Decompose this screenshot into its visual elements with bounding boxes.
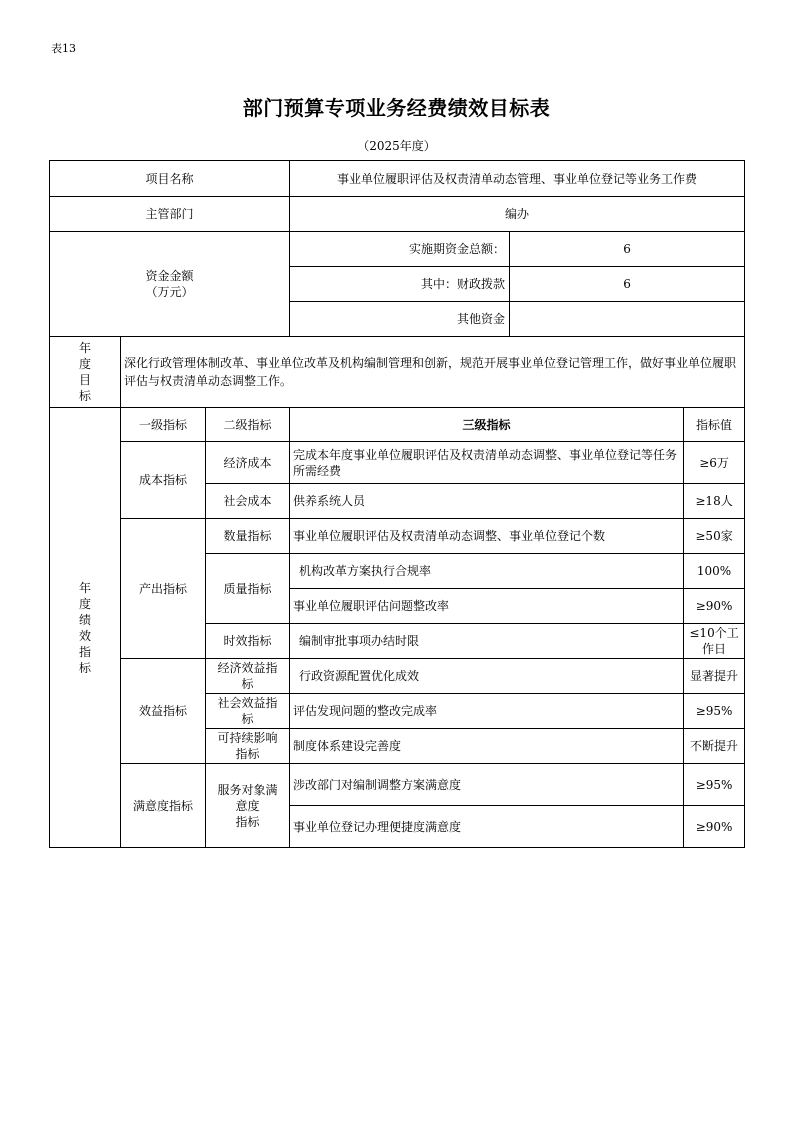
service-satisfaction-label (206, 764, 290, 848)
indicator-header-row (50, 408, 745, 442)
quantity-indicator-label: 数量指标 (206, 519, 290, 554)
timeliness-indicator-label: 时效指标 (206, 624, 290, 659)
annual-indicators-label-text: 年度绩效指标 (79, 580, 92, 675)
funds-total-label: 实施期资金总额： (290, 232, 510, 267)
economic-cost-text: 完成本年度事业单位履职评估及权责清单动态调整、事业单位登记等任务所需经费 (290, 442, 684, 484)
sustainable-impact-value: 不断提升 (684, 729, 745, 764)
funds-total-row (50, 232, 745, 267)
table-row (50, 442, 745, 484)
sustainable-impact-label (206, 729, 290, 764)
page-title: 部门预算专项业务经费绩效目标表 (242, 96, 551, 120)
satisfaction-value-2: ≥90% (684, 806, 745, 848)
social-cost-text: 供养系统人员 (290, 484, 684, 519)
funds-other-value (510, 302, 745, 337)
annual-goal-label (50, 337, 121, 408)
satisfaction-value-1: ≥95% (684, 764, 745, 806)
quality-indicator-label: 质量指标 (206, 554, 290, 624)
funds-label (50, 232, 290, 337)
quality-indicator-text-1: 机构改革方案执行合规率 (290, 554, 684, 589)
economic-cost-label: 经济成本 (206, 442, 290, 484)
funds-other-label: 其他资金 (290, 302, 510, 337)
header-level3: 三级指标 (290, 408, 684, 442)
header-level2: 二级指标 (206, 408, 290, 442)
quantity-indicator-text: 事业单位履职评估及权责清单动态调整、事业单位登记个数 (290, 519, 684, 554)
funds-fiscal-value: 6 (510, 267, 745, 302)
timeliness-value-line1: ≤10个工 (689, 626, 739, 640)
project-name-label: 项目名称 (50, 161, 290, 197)
service-satisfaction-label-line1: 服务对象满 (217, 782, 278, 797)
department-value: 编办 (290, 197, 745, 232)
satisfaction-text-2: 事业单位登记办理便捷度满意度 (290, 806, 684, 848)
funds-fiscal-label: 其中：财政拨款 (290, 267, 510, 302)
department-row (50, 197, 745, 232)
benefit-indicator-label: 效益指标 (121, 659, 206, 764)
funds-total-value: 6 (510, 232, 745, 267)
sustainable-impact-label-line1: 可持续影响 (217, 731, 278, 745)
sustainable-impact-label-line2: 指标 (235, 747, 260, 761)
timeliness-value-line2: 作日 (702, 642, 727, 656)
department-label: 主管部门 (50, 197, 290, 232)
quality-indicator-text-2: 事业单位履职评估问题整改率 (290, 589, 684, 624)
header-level1: 一级指标 (121, 408, 206, 442)
header-value: 指标值 (684, 408, 745, 442)
annual-goal-row (50, 337, 745, 408)
satisfaction-text-1: 涉改部门对编制调整方案满意度 (290, 764, 684, 806)
table-row (50, 519, 745, 554)
annual-goal-text: 深化行政管理体制改革、事业单位改革及机构编制管理和创新，规范开展事业单位登记管理工作，做好事业单位履职评估与权责清单动态调整工作。 (121, 337, 745, 408)
social-benefit-value: ≥95% (684, 694, 745, 729)
annual-goal-label-text: 年度目标 (79, 341, 92, 403)
social-cost-label: 社会成本 (206, 484, 290, 519)
quality-indicator-value-1: 100% (684, 554, 745, 589)
timeliness-indicator-value (684, 624, 745, 659)
project-name-row (50, 161, 745, 197)
sustainable-impact-text: 制度体系建设完善度 (290, 729, 684, 764)
cost-indicator-label: 成本指标 (121, 442, 206, 519)
quantity-indicator-value: ≥50家 (684, 519, 745, 554)
economic-benefit-label-line2: 标 (241, 677, 254, 691)
annual-indicators-label (50, 408, 121, 848)
table-row (50, 764, 745, 806)
performance-target-table (49, 160, 745, 848)
timeliness-indicator-text: 编制审批事项办结时限 (290, 624, 684, 659)
service-satisfaction-label-line2: 意度 (235, 798, 260, 813)
table-row (50, 659, 745, 694)
economic-benefit-value: 显著提升 (684, 659, 745, 694)
economic-cost-value: ≥6万 (684, 442, 745, 484)
year-label: （2025年度） (357, 139, 436, 153)
social-benefit-label-line1: 社会效益指 (217, 696, 278, 710)
service-satisfaction-label-line3: 指标 (235, 814, 260, 829)
satisfaction-indicator-label: 满意度指标 (121, 764, 206, 848)
social-benefit-label-line2: 标 (241, 712, 254, 726)
funds-label-line2: （万元） (145, 285, 194, 299)
economic-benefit-label (206, 659, 290, 694)
funds-label-line1: 资金金额 (145, 269, 194, 283)
social-cost-value: ≥18人 (684, 484, 745, 519)
economic-benefit-label-line1: 经济效益指 (217, 661, 278, 675)
project-name-value: 事业单位履职评估及权责清单动态管理、事业单位登记等业务工作费 (290, 161, 745, 197)
social-benefit-label (206, 694, 290, 729)
table-number: 表13 (51, 42, 76, 55)
quality-indicator-value-2: ≥90% (684, 589, 745, 624)
output-indicator-label: 产出指标 (121, 519, 206, 659)
economic-benefit-text: 行政资源配置优化成效 (290, 659, 684, 694)
social-benefit-text: 评估发现问题的整改完成率 (290, 694, 684, 729)
